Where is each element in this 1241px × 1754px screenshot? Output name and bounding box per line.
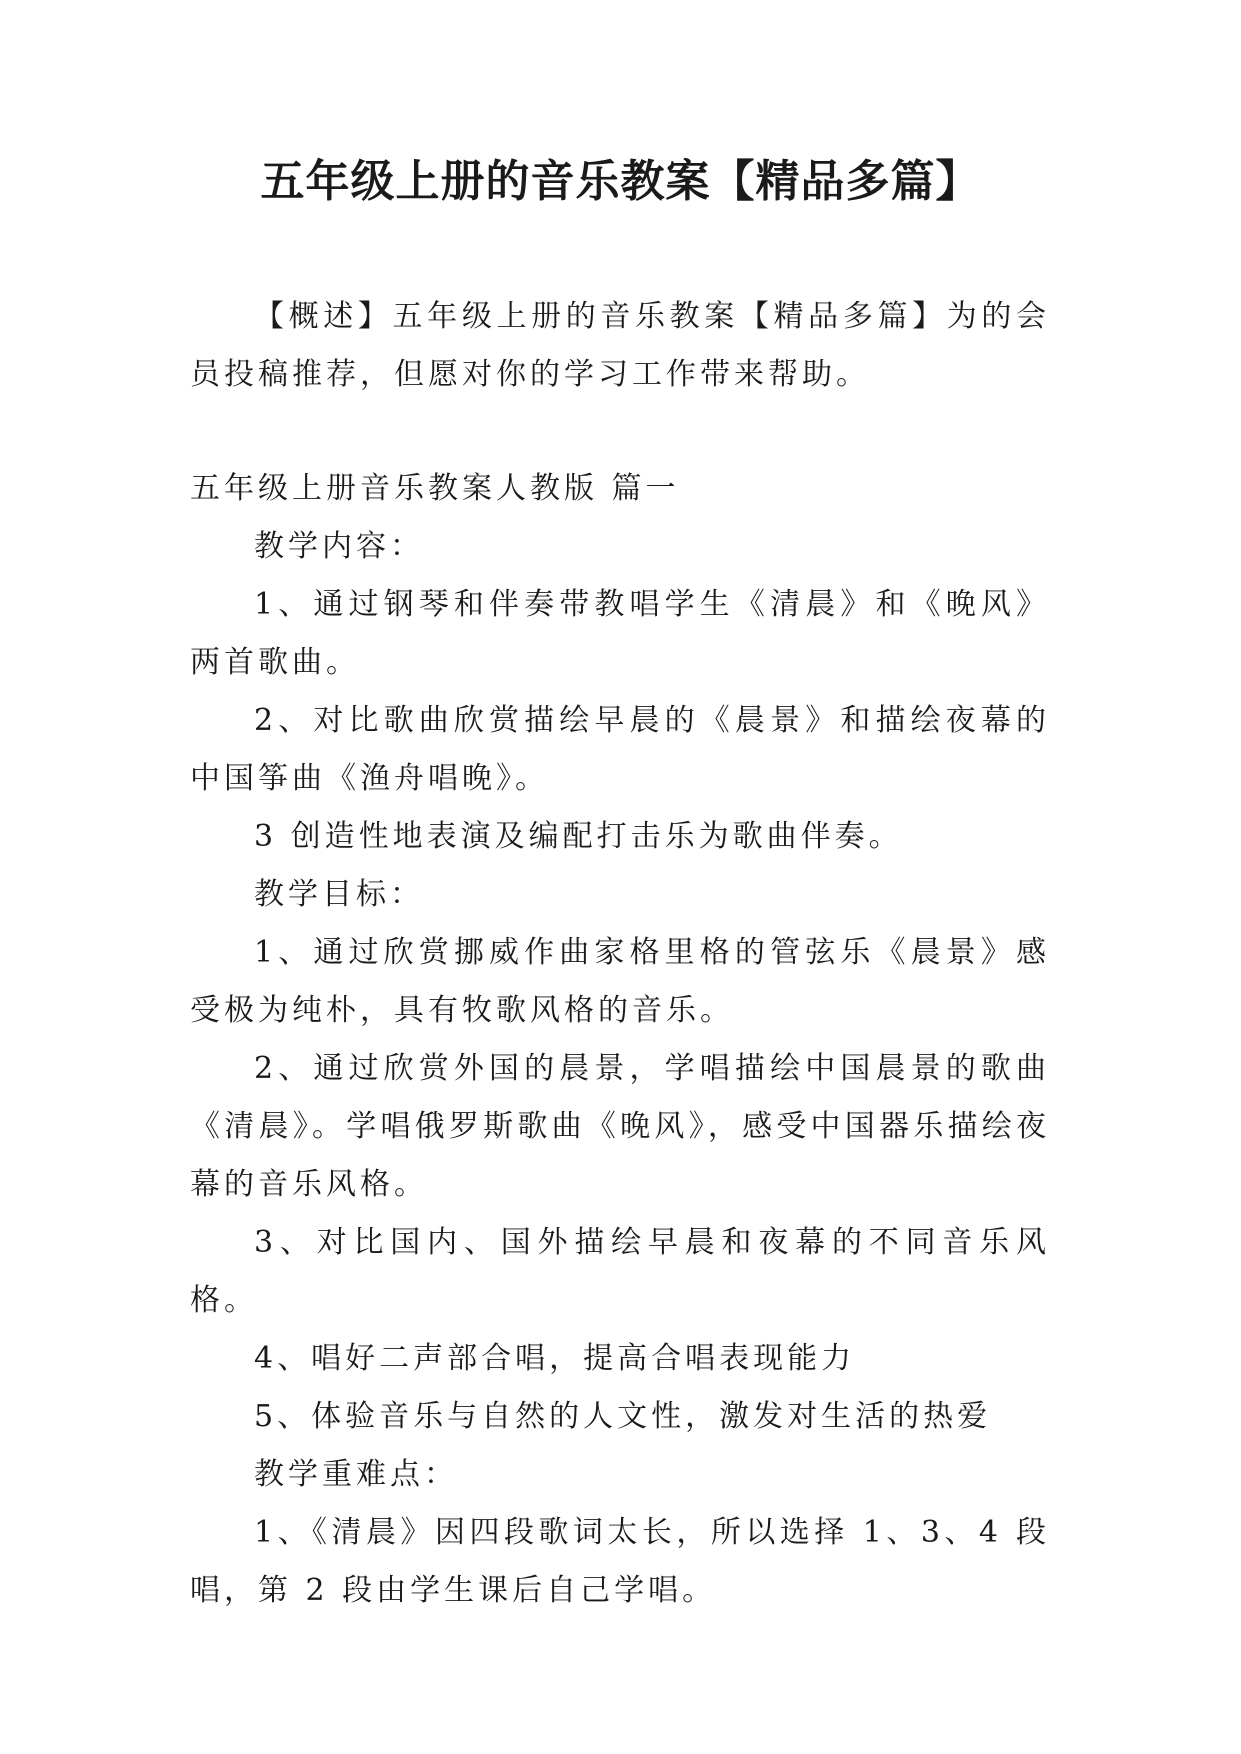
paragraph-content-3: 3 创造性地表演及编配打击乐为歌曲伴奏。 xyxy=(254,819,903,854)
paragraph-teaching-content: 教学内容： xyxy=(254,529,424,564)
summary-block xyxy=(190,288,1050,404)
paragraph-goal-2: 2、通过欣赏外国的晨景，学唱描绘中国晨景的歌曲《清晨》。学唱俄罗斯歌曲《晚风》，感受中国器乐描绘夜幕的音乐风格。 xyxy=(190,1051,1050,1202)
document-body xyxy=(190,460,1050,1620)
paragraph-key-difficulties: 教学重难点： xyxy=(254,1457,458,1492)
summary-paragraph: 【概述】五年级上册的音乐教案【精品多篇】为的会员投稿推荐，但愿对你的学习工作带来帮助。 xyxy=(190,299,1050,392)
paragraph-difficulty-1: 1、《清晨》因四段歌词太长，所以选择 1、3、4 段唱，第 2 段由学生课后自己学唱。 xyxy=(190,1515,1050,1608)
paragraph-content-1: 1、通过钢琴和伴奏带教唱学生《清晨》和《晚风》两首歌曲。 xyxy=(190,587,1050,680)
section-heading: 五年级上册音乐教案人教版 篇一 xyxy=(190,471,680,506)
paragraph-goal-1: 1、通过欣赏挪威作曲家格里格的管弦乐《晨景》感受极为纯朴，具有牧歌风格的音乐。 xyxy=(190,935,1050,1028)
paragraph-goal-3: 3、对比国内、国外描绘早晨和夜幕的不同音乐风格。 xyxy=(190,1225,1050,1318)
document-title: 五年级上册的音乐教案【精品多篇】 xyxy=(260,156,981,207)
paragraph-goal-5: 5、体验音乐与自然的人文性，激发对生活的热爱 xyxy=(254,1399,992,1434)
paragraph-teaching-goals: 教学目标： xyxy=(254,877,424,912)
paragraph-goal-4: 4、唱好二声部合唱，提高合唱表现能力 xyxy=(254,1341,856,1376)
paragraph-content-2: 2、对比歌曲欣赏描绘早晨的《晨景》和描绘夜幕的中国筝曲《渔舟唱晚》。 xyxy=(190,703,1050,796)
